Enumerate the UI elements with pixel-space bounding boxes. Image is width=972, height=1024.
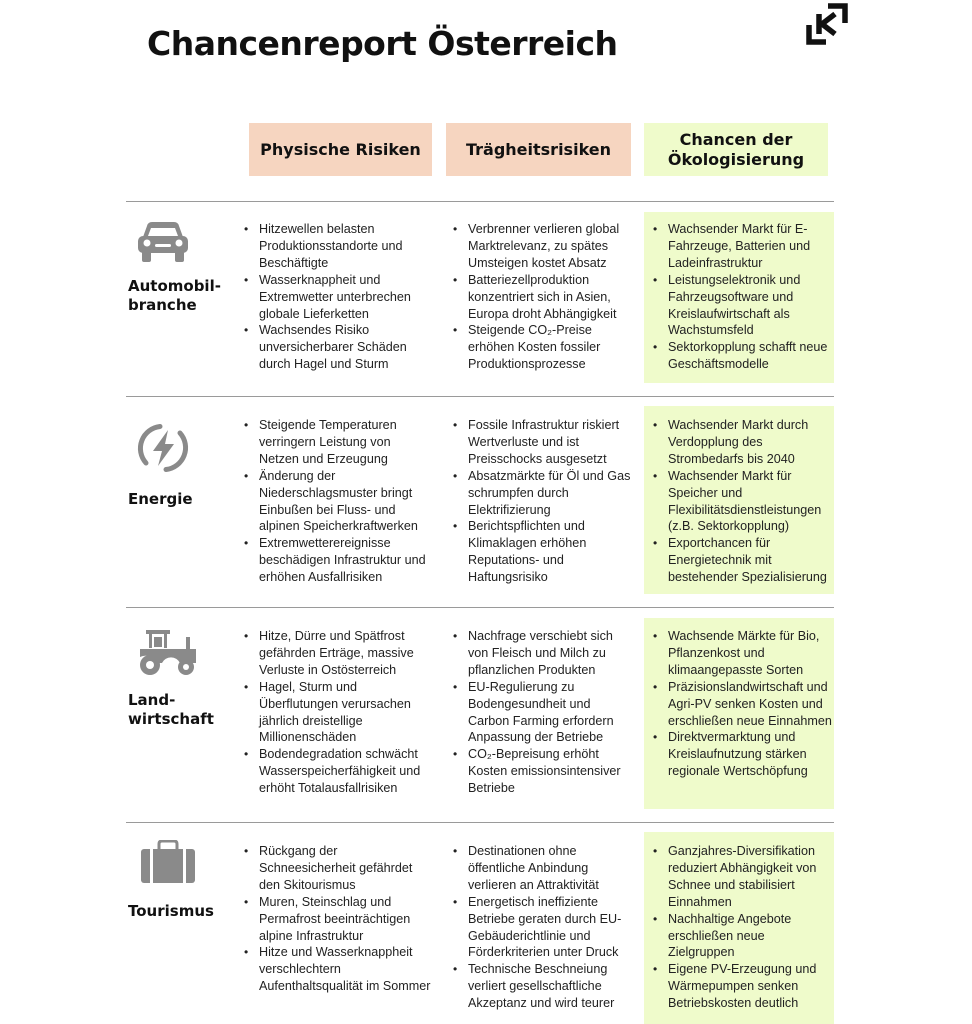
cell-physical-risks <box>236 628 431 797</box>
list-item: • Steigende Temperaturen verringern Leistung von Netzen und Erzeugung <box>236 417 431 468</box>
cell-inertia-risks <box>445 628 635 797</box>
row-divider <box>126 201 834 202</box>
list-item: • Nachhaltige Angebote erschließen neue Zielgruppen <box>645 911 833 962</box>
column-header-chances <box>644 123 828 176</box>
list-item: • Rückgang der Schneesicherheit gefährdet den Skitourismus <box>236 843 431 894</box>
list-item: • Verbrenner verlieren global Marktrelevanz, zu spätes Umsteigen kostet Absatz <box>445 221 635 272</box>
page-title: Chancenreport Österreich <box>147 24 618 63</box>
list-item: • Fossile Infrastruktur riskiert Wertverluste und ist Preisschocks ausgesetzt <box>445 417 635 468</box>
cell-chances <box>645 221 833 373</box>
list-item: • Hitzewellen belasten Produktionsstandorte und Beschäftigte <box>236 221 431 272</box>
list-item: • Technische Beschneiung verliert gesellschaftliche Akzeptanz und wird teurer <box>445 961 635 1012</box>
list-item: • Exportchancen für Energietechnik mit bestehender Spezialisierung <box>645 535 833 586</box>
list-item: • Energetisch ineffiziente Betriebe geraten durch EU-Gebäuderichtlinie und Förderkriterien unter Druck <box>445 894 635 962</box>
cell-physical-risks <box>236 221 431 373</box>
suitcase-icon <box>140 840 196 884</box>
list-item: • Hagel, Sturm und Überflutungen verursachen jährlich dreistellige Millionenschäden <box>236 679 431 747</box>
row-divider <box>126 396 834 397</box>
list-item: • Extremwetterereignisse beschädigen Infrastruktur und erhöhen Ausfallrisiken <box>236 535 431 586</box>
list-item: • Direktvermarktung und Kreislaufnutzung stärken regionale Wertschöpfung <box>645 729 833 780</box>
list-item: • Hitze, Dürre und Spätfrost gefährden Erträge, massive Verluste in Ostösterreich <box>236 628 431 679</box>
row-divider <box>126 822 834 823</box>
row-divider <box>126 607 834 608</box>
k-bracket-logo-icon <box>806 3 848 45</box>
list-item: • CO₂-Bepreisung erhöht Kosten emissionsintensiver Betriebe <box>445 746 635 797</box>
tractor-icon <box>136 627 200 677</box>
list-item: • Nachfrage verschiebt sich von Fleisch und Milch zu pflanzlichen Produkten <box>445 628 635 679</box>
list-item: • Berichtspflichten und Klimaklagen erhöhen Reputations- und Haftungsrisiko <box>445 518 635 586</box>
column-header-inertia-risks <box>446 123 631 176</box>
column-header-label: Chancen der Ökologisierung <box>667 129 805 169</box>
cell-inertia-risks <box>445 221 635 373</box>
list-item: • Wachsendes Risiko unversicherbarer Schäden durch Hagel und Sturm <box>236 322 431 373</box>
car-icon <box>136 220 190 264</box>
list-item: • Destinationen ohne öffentliche Anbindung verlieren an Attraktivität <box>445 843 635 894</box>
cell-chances <box>645 417 833 586</box>
list-item: • Wachsende Märkte für Bio, Pflanzenkost und klimaangepasste Sorten <box>645 628 833 679</box>
list-item: • Wachsender Markt für E-Fahrzeuge, Batterien und Ladeinfrastruktur <box>645 221 833 272</box>
list-item: • Änderung der Niederschlagsmuster bringt Einbußen bei Fluss- und alpinen Speicherkraftwerken <box>236 468 431 536</box>
cell-chances <box>645 843 833 1012</box>
list-item: • Sektorkopplung schafft neue Geschäftsmodelle <box>645 339 833 373</box>
list-item: • Wasserknappheit und Extremwetter unterbrechen globale Lieferketten <box>236 272 431 323</box>
list-item: • Leistungselektronik und Fahrzeugsoftware und Kreislaufwirtschaft als Wachstumsfeld <box>645 272 833 340</box>
list-item: • Steigende CO₂-Preise erhöhen Kosten fossiler Produktionsprozesse <box>445 322 635 373</box>
column-header-label: Trägheitsrisiken <box>465 139 612 159</box>
sector-label-energy: Energie <box>128 490 193 508</box>
sector-label-agriculture: Land- wirtschaft <box>128 691 214 728</box>
cell-inertia-risks <box>445 843 635 1012</box>
list-item: • Präzisionslandwirtschaft und Agri-PV senken Kosten und erschließen neue Einnahmen <box>645 679 833 730</box>
cell-physical-risks <box>236 417 431 586</box>
sector-label-automotive: Automobil- branche <box>128 277 221 314</box>
cell-chances <box>645 628 833 780</box>
sector-label-tourism: Tourismus <box>128 902 214 920</box>
column-header-physical-risks <box>249 123 432 176</box>
lightning-bolt-icon <box>136 421 190 475</box>
list-item: • Eigene PV-Erzeugung und Wärmepumpen senken Betriebskosten deutlich <box>645 961 833 1012</box>
list-item: • Wachsender Markt durch Verdopplung des Strombedarfs bis 2040 <box>645 417 833 468</box>
list-item: • Bodendegradation schwächt Wasserspeicherfähigkeit und erhöht Totalausfallrisiken <box>236 746 431 797</box>
list-item: • Wachsender Markt für Speicher und Flexibilitätsdienstleistungen (z.B. Sektorkopplung) <box>645 468 833 536</box>
list-item: • Absatzmärkte für Öl und Gas schrumpfen durch Elektrifizierung <box>445 468 635 519</box>
cell-physical-risks <box>236 843 431 995</box>
column-header-label: Physische Risiken <box>260 139 421 159</box>
list-item: • EU-Regulierung zu Bodengesundheit und Carbon Farming erfordern Anpassung der Betriebe <box>445 679 635 747</box>
list-item: • Hitze und Wasserknappheit verschlechtern Aufenthaltsqualität im Sommer <box>236 944 431 995</box>
list-item: • Ganzjahres-Diversifikation reduziert Abhängigkeit von Schnee und stabilisiert Einnahmen <box>645 843 833 911</box>
list-item: • Batteriezellproduktion konzentriert sich in Asien, Europa droht Abhängigkeit <box>445 272 635 323</box>
cell-inertia-risks <box>445 417 635 586</box>
list-item: • Muren, Steinschlag und Permafrost beeinträchtigen alpine Infrastruktur <box>236 894 431 945</box>
